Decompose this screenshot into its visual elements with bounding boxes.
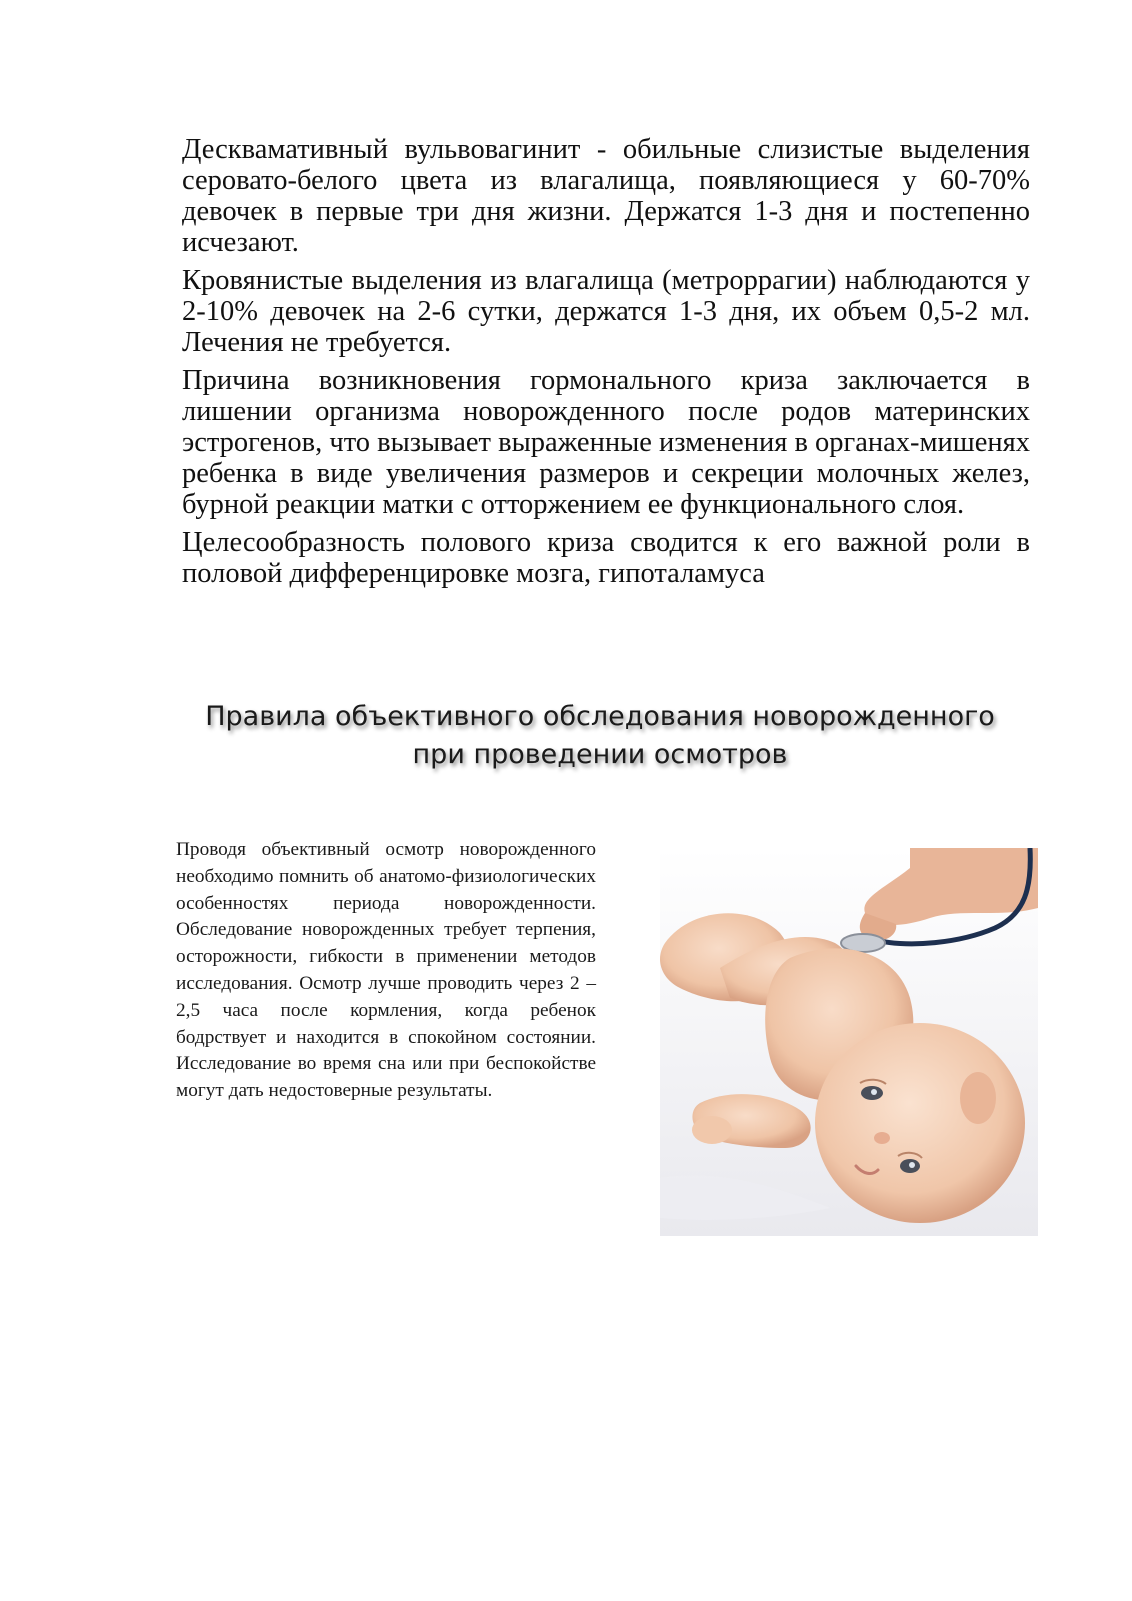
section-heading (150, 698, 1050, 774)
paragraph-metrorrhagia: Кровянистые выделения из влагалища (метроррагии) наблюдаются у 2-10% девочек на 2-6 сутки, держатся 1-3 дня, их объем 0,5-2 мл. Лечения не требуется. (182, 265, 1030, 358)
paragraph-vulvovaginitis: Десквамативный вульвовагинит - обильные слизистые выделения серовато-белого цвета из влагалища, появляющиеся у 60-70% девочек в первые три дня жизни. Держатся 1-3 дня и постепенно исчезают. (182, 134, 1030, 258)
paragraph-crisis-cause: Причина возникновения гормонального криза заключается в лишении организма новорожденного после родов материнских эстрогенов, что вызывает выраженные изменения в органах-мишенях ребенка в виде увеличения размеров и секреции молочных желез, бурной реакции матки с отторжением ее функционального слоя. (182, 365, 1031, 520)
paragraph-crisis-purpose: Целесообразность полового криза сводится к его важной роли в половой дифференцировке мозга, гипоталамуса (182, 527, 1030, 589)
section-heading-line-2: при проведении осмотров (412, 739, 788, 770)
section-heading-line-1: Правила объективного обследования новорожденного (205, 701, 995, 732)
intro-text-block (182, 134, 1030, 596)
baby-photo-illustration (660, 848, 1038, 1236)
examination-text: Проводя объективный осмотр новорожденного необходимо помнить об анатомо-физиологических особенностях периода новорожденности. Обследование новорожденных требует терпения, осторожности, гибкости в применении методов исследования. Осмотр лучше проводить через 2 – 2,5 часа после кормления, когда ребенок бодрствует и находится в спокойном состоянии. Исследование во время сна или при беспокойстве могут дать недостоверные результаты. (176, 839, 596, 1102)
baby-stethoscope-photo (660, 848, 1038, 1236)
